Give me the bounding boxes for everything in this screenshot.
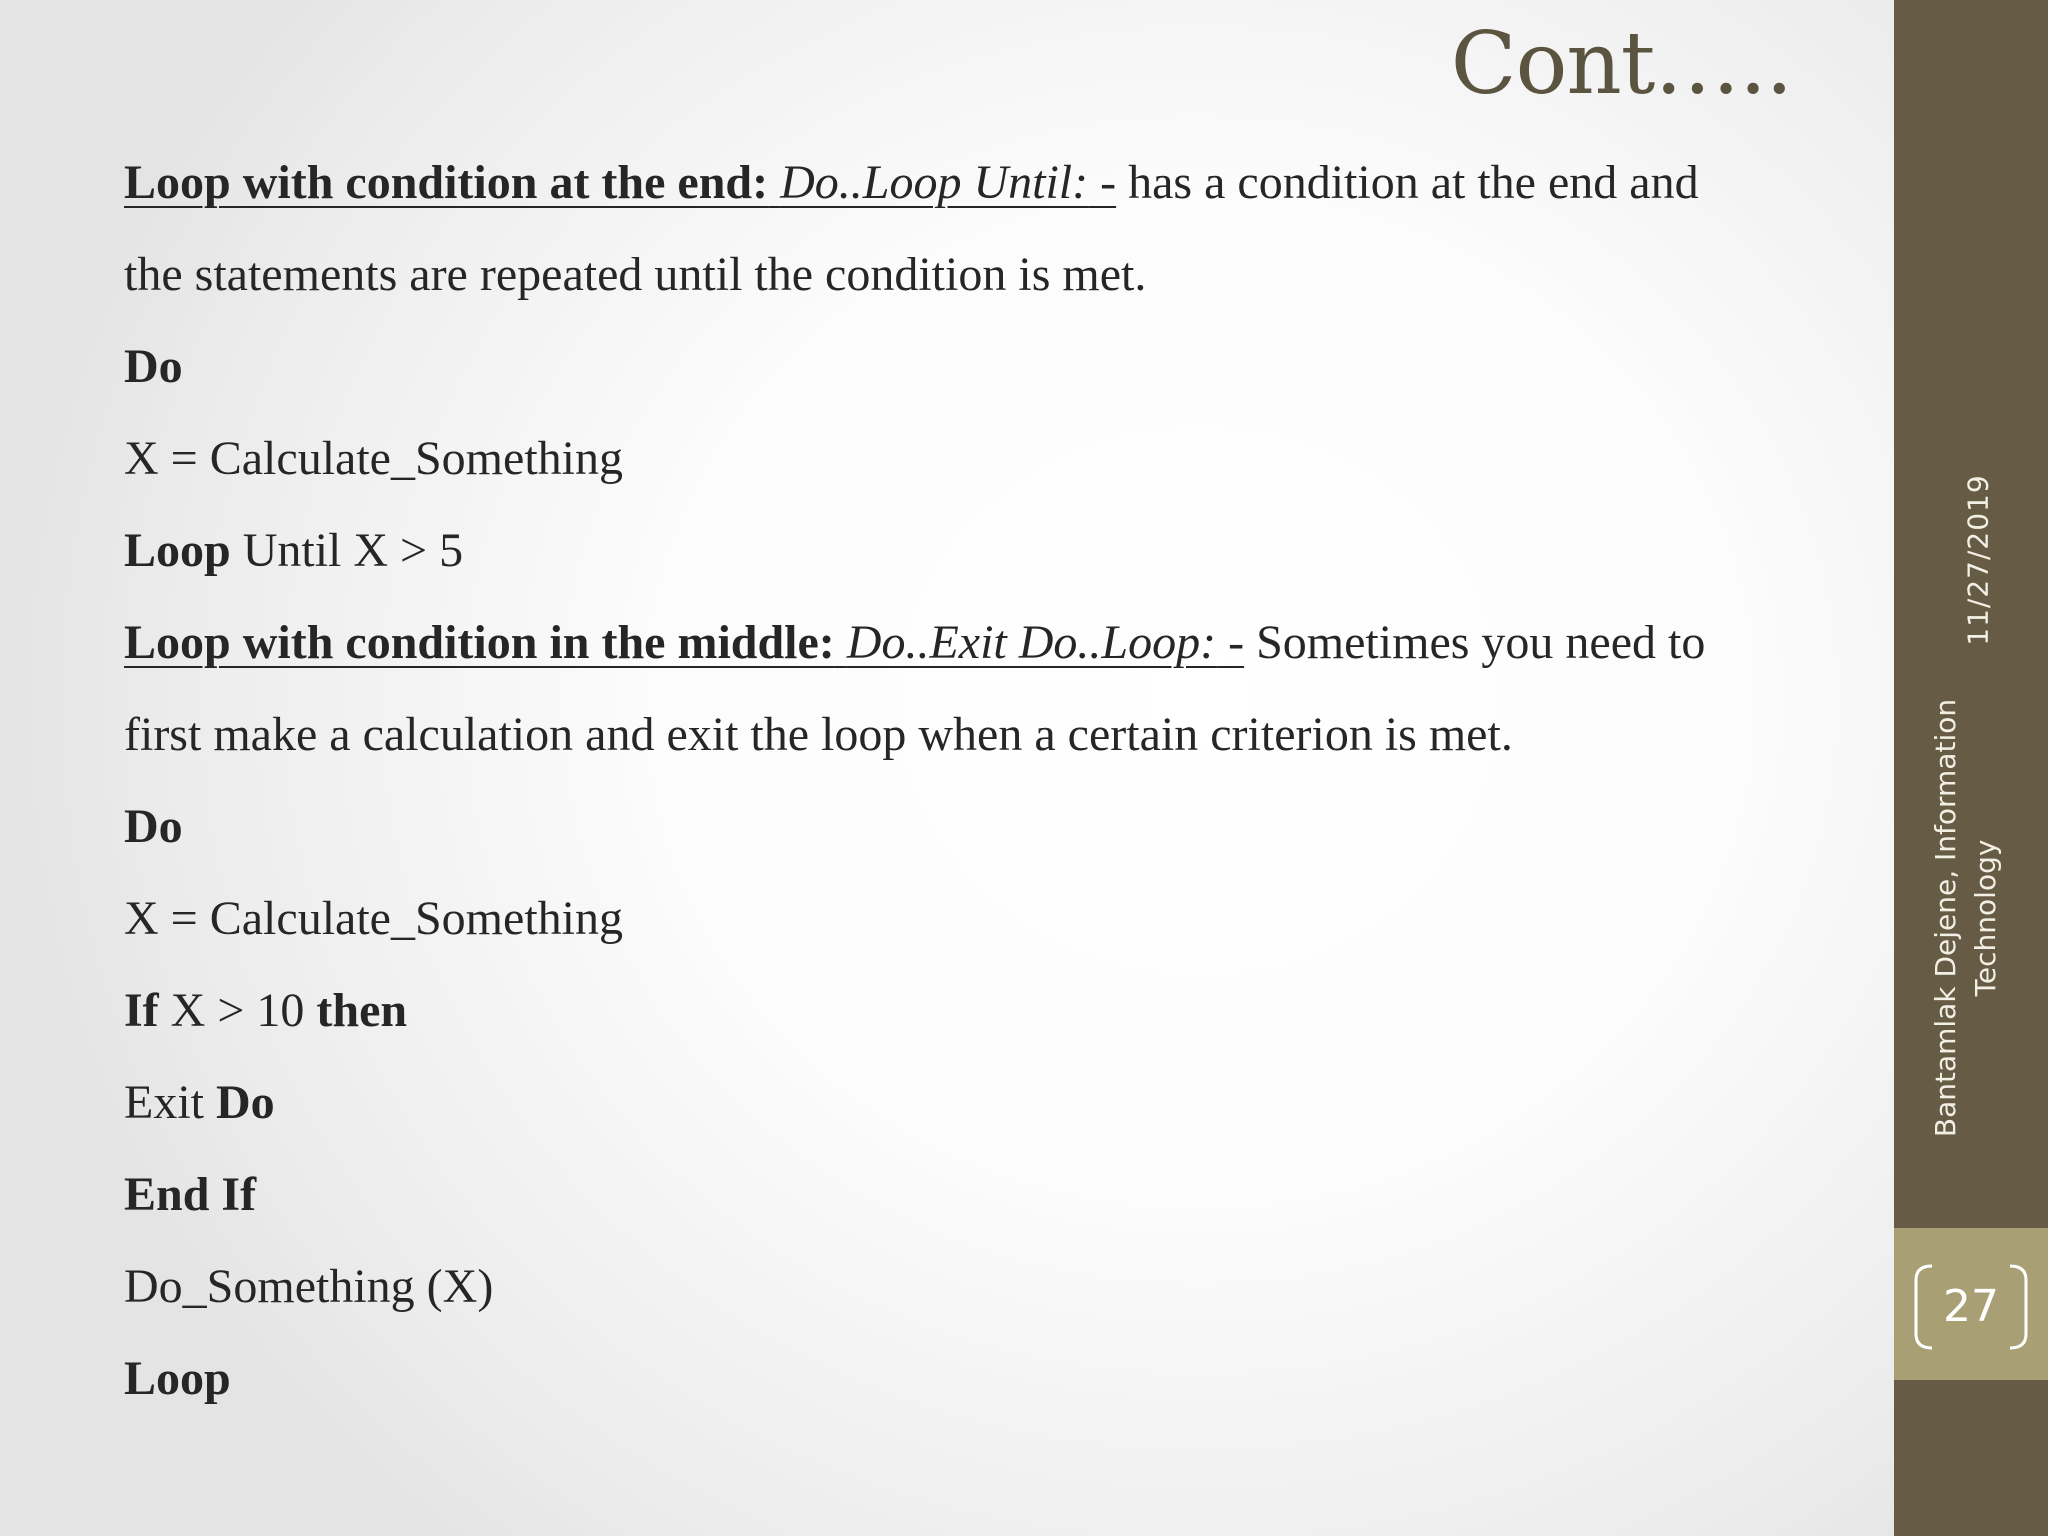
code-line-assign: X = Calculate_Something xyxy=(124,432,623,485)
code-line-do: Do xyxy=(124,340,183,393)
author-line-1: Bantamlak Dejene, Information xyxy=(1929,698,1962,1138)
section-description: Sometimes you need to xyxy=(1244,616,1706,669)
body-line-2: the statements are repeated until the condition is met. xyxy=(124,248,1147,301)
page-number: 27 xyxy=(1943,1281,1999,1332)
body-line-7: first make a calculation and exit the loop when a certain criterion is met. xyxy=(124,708,1513,761)
code-line-loop-until: Loop Until X > 5 xyxy=(124,524,464,577)
code-line-end-if: End If xyxy=(124,1168,257,1221)
code-line-loop: Loop xyxy=(124,1352,231,1405)
code-line-do-something: Do_Something (X) xyxy=(124,1260,494,1313)
date-text: 11/27/2019 xyxy=(1961,474,1995,646)
section-heading-middle-condition: Loop with condition in the middle: Do..Exit Do..Loop: - xyxy=(124,616,1245,669)
code-line-if: If X > 10 then xyxy=(124,984,408,1037)
slide-title: Cont….. xyxy=(1450,14,1792,114)
slide-body xyxy=(124,146,1824,1434)
body-line-6 xyxy=(124,606,1824,698)
body-line-1 xyxy=(124,146,1824,238)
section-description: has a condition at the end and xyxy=(1116,156,1699,209)
code-line-assign-2: X = Calculate_Something xyxy=(124,892,623,945)
code-line-do-2: Do xyxy=(124,800,183,853)
code-line-exit-do: Exit Do xyxy=(124,1076,275,1129)
author-line-2: Technology xyxy=(1969,839,2002,997)
section-heading-end-condition: Loop with condition at the end: Do..Loop Until: - xyxy=(124,156,1117,209)
